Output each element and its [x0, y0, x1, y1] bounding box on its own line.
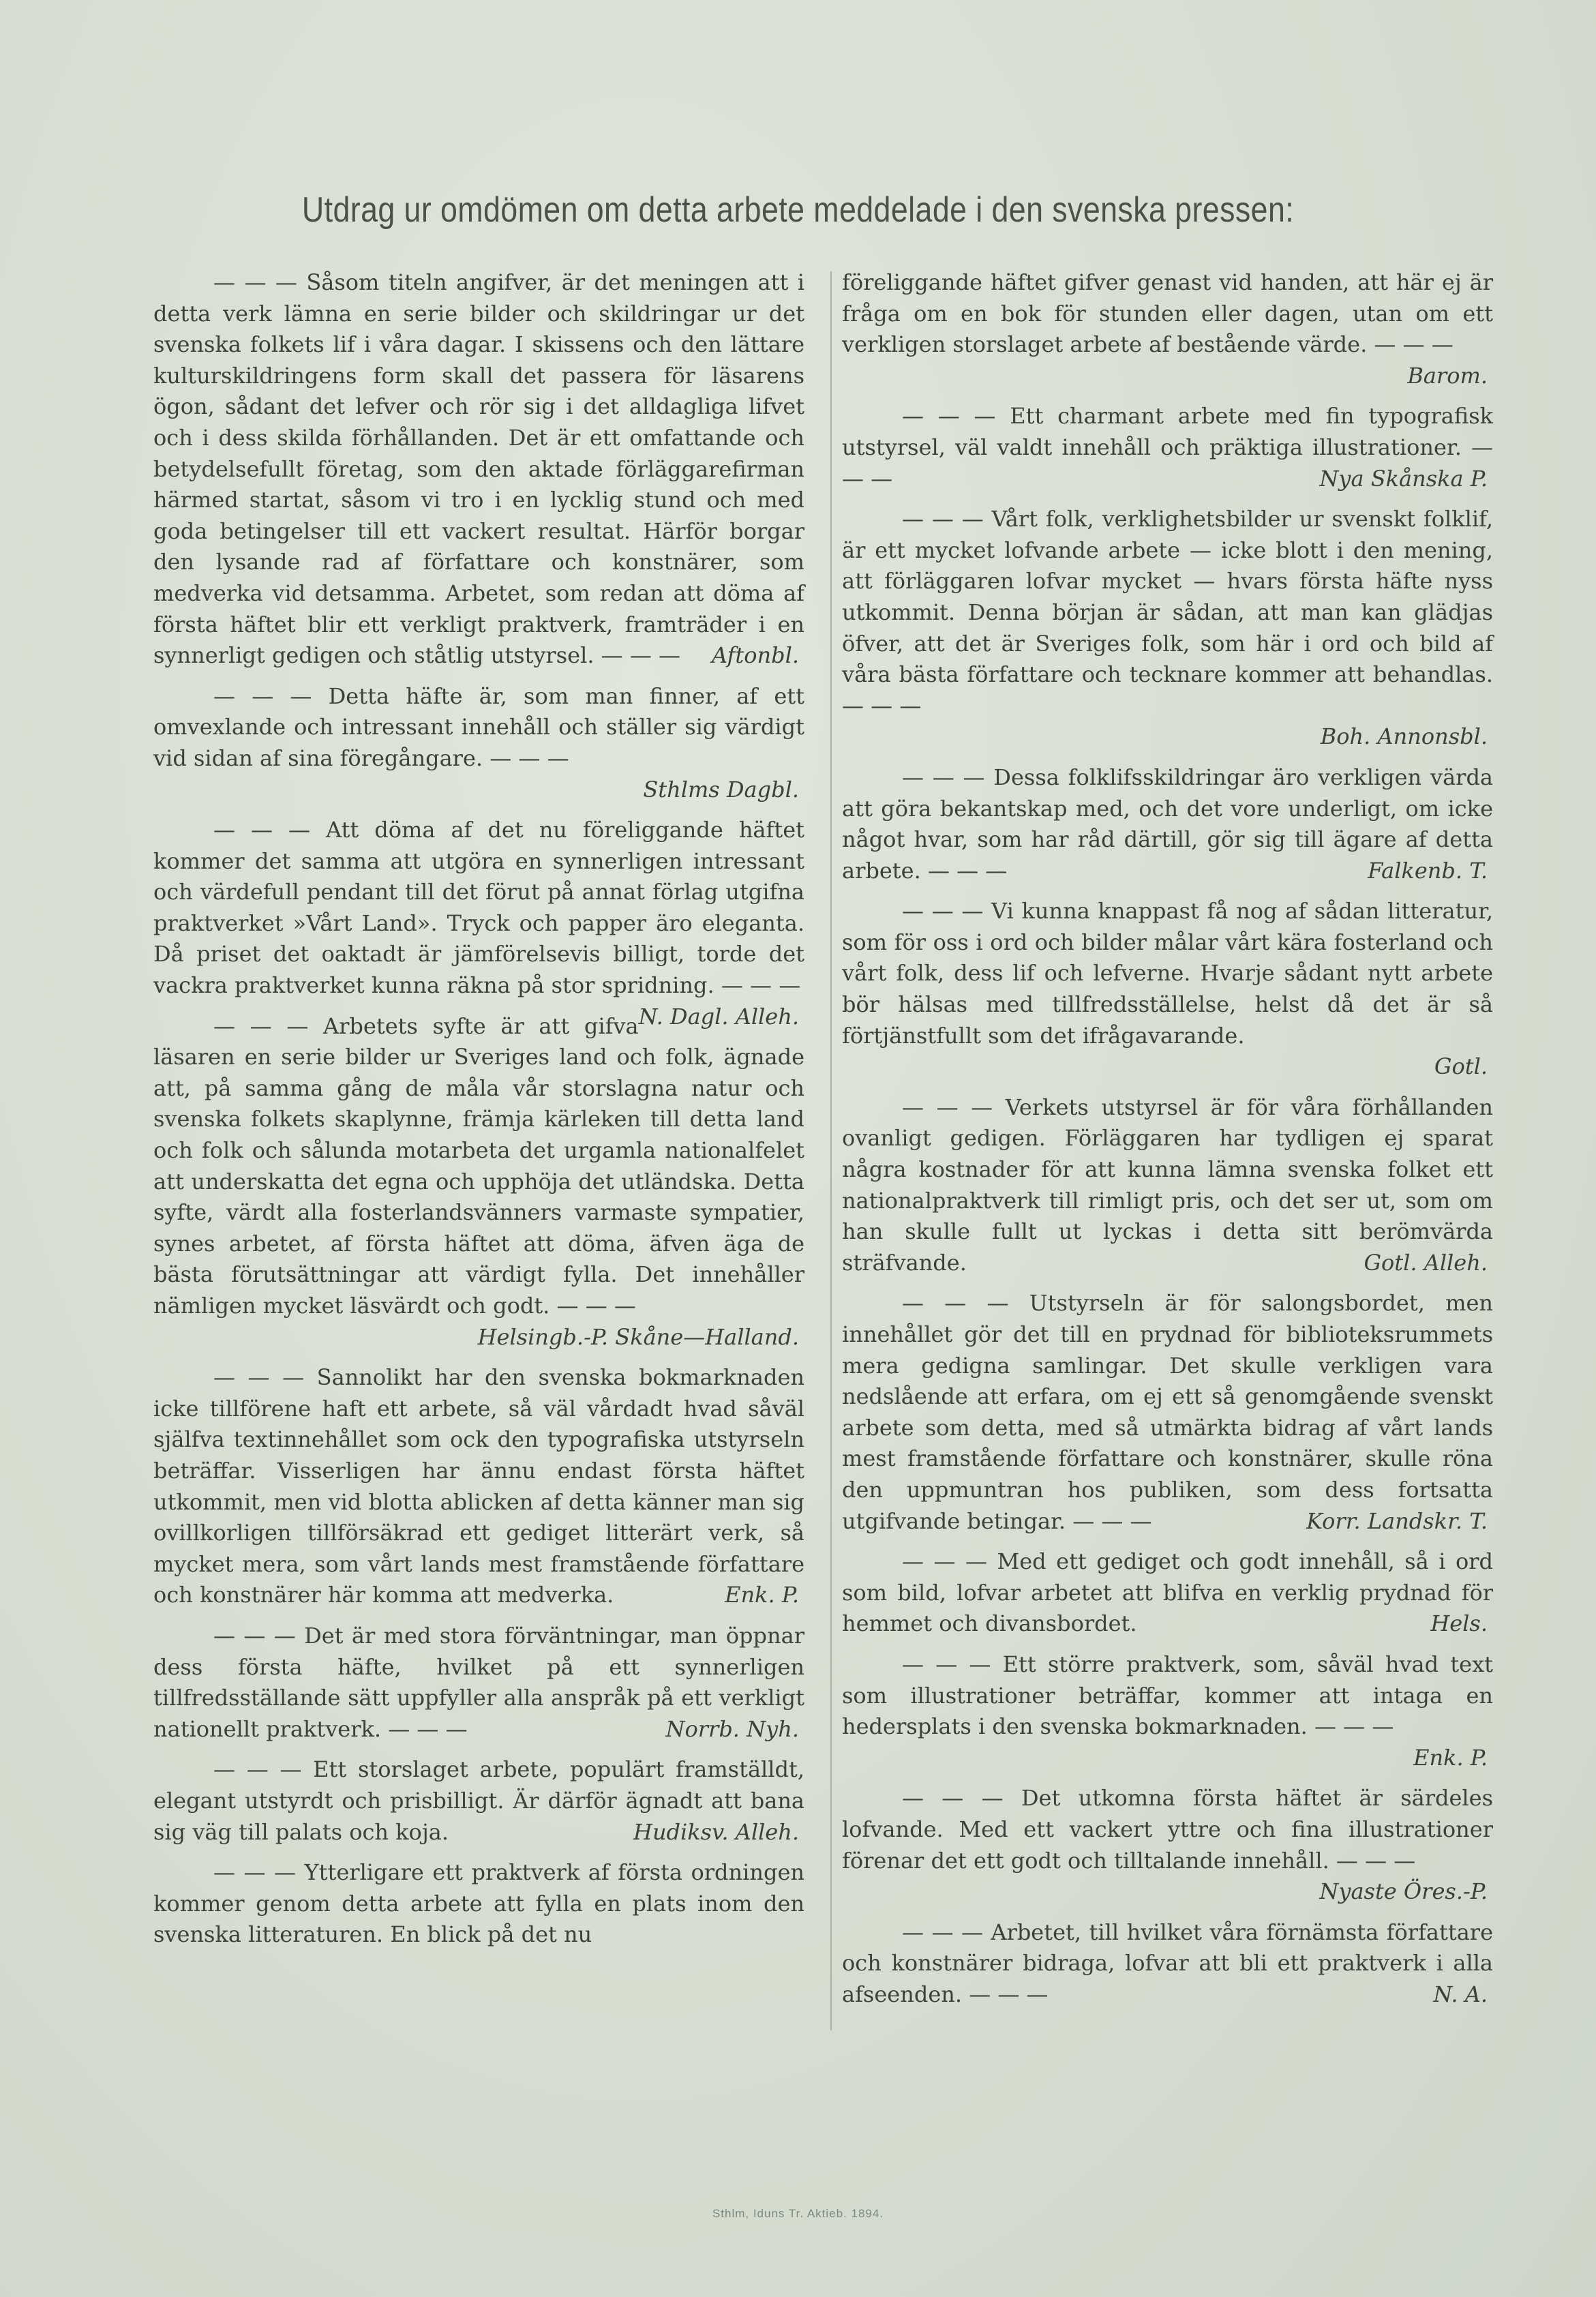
review-entry: — — — Sannolikt har den svenska bokmarknaden icke tillförene haft ett arbete, så väl vårdadt hvad såväl själfva textinnehållet som ock den typografiska utstyrseln beträffar. Visserligen har ännu endast första häftet utkommit, men vid blotta ablicken af detta känner man sig ovillkorligen tillförsäkrad ett gediget litterärt verk, så mycket mera, som vårt lands mest framstående författare och konstnärer här komma att medverka. Enk. P.	[153, 1362, 804, 1611]
printer-imprint: Sthlm, Iduns Tr. Aktieb. 1894.	[712, 2207, 884, 2220]
review-source: Enk. P.	[1413, 1744, 1488, 1771]
review-source: N. Dagl. Alleh.	[638, 1003, 799, 1030]
review-entry: — — — Utstyrseln är för salongsbordet, men innehållet gör det till en prydnad för biblioteksrummets mera gedigna samlingar. Det skulle verkligen vara nedslående att erfara, om ej ett så genomgående svenskt arbete som detta, med så utmärkta bidrag af vårt lands mest framstående författare och konstnärer, skulle röna den uppmuntran hos publiken, som dess fortsatta utgifvande betingar. — — — Korr. Landskr. T.	[842, 1288, 1493, 1537]
review-entry: — — — Vårt folk, verklighetsbilder ur svenskt folklif, är ett mycket lofvande arbete — icke blott i den mening, att förläggaren lofvar mycket — hvars första häfte nyss utkommit. Denna början är sådan, att man kan glädjas öfver, att det är Sveriges folk, som här i ord och bild af våra bästa författare och tecknare kommer att behandlas. — — —	[842, 506, 1493, 719]
review-entry: — — — Ytterligare ett praktverk af första ordningen kommer genom detta arbete att fylla en plats inom den svenska litteraturen. En blick på det nu	[153, 1859, 804, 1948]
review-source: Boh. Annonsbl.	[1320, 723, 1488, 750]
review-source: Helsingb.-P. Skåne—Halland.	[477, 1323, 799, 1350]
review-source: Nya Skånska P.	[1319, 465, 1488, 492]
column-divider	[830, 271, 832, 2030]
review-entry: — — — Det är med stora förväntningar, man öppnar dess första häfte, hvilket på ett synnerligen tillfredsställande sätt uppfyller alla anspråk på ett verkligt nationellt praktverk. — — — Norrb. Nyh.	[153, 1621, 804, 1745]
review-source: Hudiksv. Alleh.	[633, 1818, 799, 1845]
review-source: N. A.	[1433, 1981, 1488, 2007]
review-entry: — — — Såsom titeln angifver, är det meningen att i detta verk lämna en serie bilder och skildringar ur det svenska folkets lif i våra dagar. I skissens och den lättare kulturskildringens form skall det passera för läsarens ögon, sådant det lefver och rör sig i det alldagliga lifvet och i dess skilda förhållanden. Det är ett omfattande och betydelsefullt företag, som den aktade förläggarefirman härmed startat, såsom vi tro i en lycklig stund och med goda betingelser till ett vackert resultat. Härför borgar den lysande rad af författare och konstnärer, som medverka vid detsamma. Arbetet, som redan att döma af första häftet blir ett verkligt praktverk, framträder i en synnerligt gedigen och ståtlig utstyrsel. — — — Aftonbl.	[153, 267, 804, 672]
review-source: Gotl. Alleh.	[1364, 1249, 1488, 1276]
review-source: Hels.	[1430, 1610, 1488, 1637]
review-source: Sthlms Dagbl.	[643, 776, 799, 802]
review-entry: — — — Arbetets syfte är att gifva läsaren en serie bilder ur Sveriges land och folk, ägnade att, på samma gång de måla vår storslagna natur och svenska folkets skaplynne, främja kärleken till detta land och folk och sålunda motarbeta det urgamla nationalfelet att underskatta det egna och upphöja det utländska. Detta syfte, värdt alla fosterlandsvänners varmaste sympatier, synes arbetet, af första häftet att döma, äfven äga de bästa förutsättningar att värdigt fylla. Det innehåller nämligen mycket läsvärdt och godt. — — —	[153, 1012, 804, 1319]
review-entry: — — — Ett storslaget arbete, populärt framställdt, elegant utstyrdt och prisbilligt. Är därför ägnadt att bana sig väg till palats och koja. Hudiksv. Alleh.	[153, 1754, 804, 1848]
review-entry: — — — Vi kunna knappast få nog af sådan litteratur, som för oss i ord och bilder målar vårt kära fosterland och vårt folk, dess lif och lefverne. Hvarje sådant nytt arbete bör hälsas med tillfredsställelse, helst då det är så förtjänstfullt som det ifrågavarande.	[842, 898, 1493, 1049]
review-entry: — — — Med ett gediget och godt innehåll, så i ord som bild, lofvar arbetet att blifva en verklig prydnad för hemmet och divansbordet. Hels.	[842, 1546, 1493, 1640]
review-entry: föreliggande häftet gifver genast vid handen, att här ej är fråga om en bok för stunden eller dagen, utan om ett verkligen storslaget arbete af bestående värde. — — —	[842, 269, 1493, 358]
review-entry: — — — Det utkomna första häftet är särdeles lofvande. Med ett vackert yttre och fina illustrationer förenar det ett godt och tilltalande innehåll. — — —	[842, 1785, 1493, 1874]
review-entry: — — — Ett charmant arbete med fin typografisk utstyrsel, väl valdt innehåll och präktiga illustrationer. — — — Nya Skånska P.	[842, 401, 1493, 494]
review-entry: — — — Detta häfte är, som man finner, af ett omvexlande och intressant innehåll och ställer sig värdigt vid sidan af sina föregångare. — — —	[153, 682, 804, 771]
review-entry: — — — Dessa folklifsskildringar äro verkligen värda att göra bekantskap med, och det vore underligt, om icke något hvar, som har råd därtill, gör sig till ägare af detta arbete. — — — Falkenb. T.	[842, 762, 1493, 886]
page-title: Utdrag ur omdömen om detta arbete meddelade i den svenska pressen:	[301, 190, 1295, 230]
review-entry: — — — Arbetet, till hvilket våra förnämsta författare och konstnärer bidraga, lofvar att bli ett praktverk i alla afseenden. — — — N. A.	[842, 1917, 1493, 2011]
review-source: Barom.	[1407, 362, 1488, 389]
review-source: Aftonbl.	[711, 642, 799, 669]
right-column	[842, 267, 1493, 2020]
review-source: Enk. P.	[725, 1582, 799, 1608]
review-source: Korr. Landskr. T.	[1306, 1507, 1488, 1534]
review-source: Falkenb. T.	[1368, 857, 1488, 884]
review-entry: — — — Ett större praktverk, som, såväl hvad text som illustrationer beträffar, kommer att intaga en hedersplats i den svenska bokmarknaden. — — —	[842, 1651, 1493, 1740]
left-column	[153, 267, 804, 1960]
review-entry: — — — Verkets utstyrsel är för våra förhållanden ovanligt gedigen. Förläggaren har tydligen ej sparat några kostnader för att kunna lämna svenska folket ett nationalpraktverk till rimligt pris, och det ser ut, som om han skulle fullt ut lyckas i detta sitt berömvärda sträfvande. Gotl. Alleh.	[842, 1092, 1493, 1279]
review-source: Nyaste Öres.-P.	[1319, 1878, 1488, 1905]
review-source: Norrb. Nyh.	[665, 1715, 799, 1742]
review-entry: — — — Att döma af det nu föreliggande häftet kommer det samma att utgöra en synnerligen intressant och värdefull pendant till det förut på annat förlag utgifna praktverket »Vårt Land». Tryck och papper äro eleganta. Då priset det oaktadt är jämförelsevis billigt, torde det vackra praktverket kunna räkna på stor spridning. — — — N. Dagl. Alleh.	[153, 815, 804, 1002]
review-source: Gotl.	[1434, 1053, 1488, 1080]
